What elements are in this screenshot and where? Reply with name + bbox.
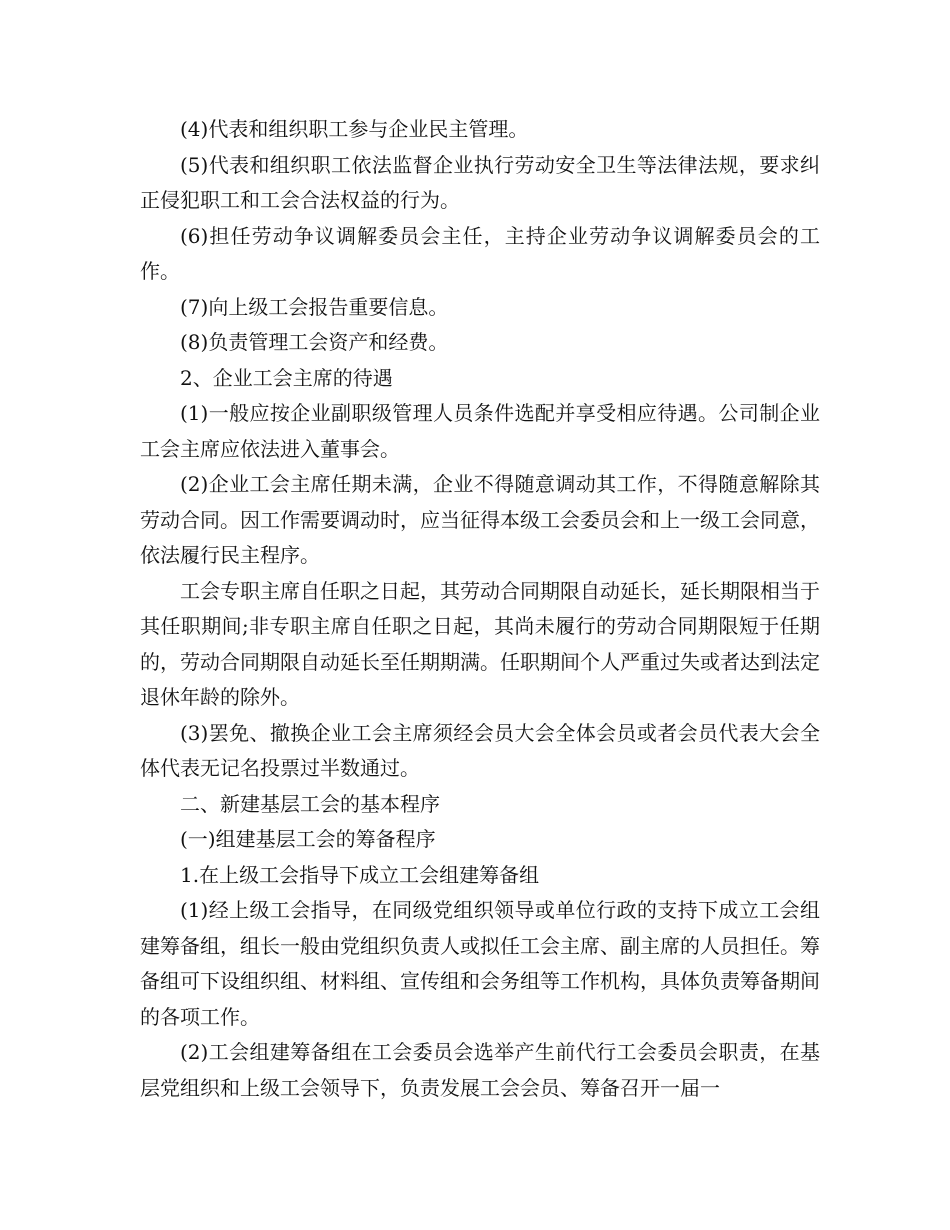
section-heading-new-union-procedure: 二、新建基层工会的基本程序 [180,791,440,816]
paragraph-duty-6: (6)担任劳动争议调解委员会主任，主持企业劳动争议调解委员会的工作。 [140,223,820,283]
paragraph-preparation-2: (2)工会组建筹备组在工会委员会选举产生前代行工会委员会职责，在基层党组织和上级工会领导下，负责发展工会会员、筹备召开一届一 [140,1040,820,1100]
paragraph-duty-5: (5)代表和组织职工依法监督企业执行劳动安全卫生等法律法规，要求纠正侵犯职工和工会合法权益的行为。 [140,152,820,212]
paragraph-treatment-2: (2)企业工会主席任期未满，企业不得随意调动其工作，不得随意解除其劳动合同。因工作需要调动时，应当征得本级工会委员会和上一级工会同意，依法履行民主程序。 [140,472,820,567]
paragraph-treatment-1: (1)一般应按企业副职级管理人员条件选配并享受相应待遇。公司制企业工会主席应依法进入董事会。 [140,401,820,461]
paragraph-full-time-chairman: 工会专职主席自任职之日起，其劳动合同期限自动延长，延长期限相当于其任职期间;非专职主席自任职之日起，其尚未履行的劳动合同期限短于任期的，劳动合同期限自动延长至任期期满。任职期间个人严重过失或者达到法定退休年龄的除外。 [140,578,820,709]
paragraph-duty-7: (7)向上级工会报告重要信息。 [180,294,449,319]
paragraph-treatment-3: (3)罢免、撤换企业工会主席须经会员大会全体会员或者会员代表大会全体代表无记名投票过半数通过。 [140,720,820,780]
item-heading-preparation-group: 1.在上级工会指导下成立工会组建筹备组 [180,862,540,887]
paragraph-duty-4: (4)代表和组织职工参与企业民主管理。 [180,117,529,141]
subsection-heading-preparation: (一)组建基层工会的筹备程序 [180,827,436,851]
section-heading-chairman-treatment: 2、企业工会主席的待遇 [180,365,393,390]
paragraph-duty-8: (8)负责管理工会资产和经费。 [180,330,449,354]
document-body [140,112,820,1106]
paragraph-preparation-1: (1)经上级工会指导，在同级党组织领导或单位行政的支持下成立工会组建筹备组，组长一般由党组织负责人或拟任工会主席、副主席的人员担任。筹备组可下设组织组、材料组、宣传组和会务组等工作机构，具体负责筹备期间的各项工作。 [140,898,820,1029]
